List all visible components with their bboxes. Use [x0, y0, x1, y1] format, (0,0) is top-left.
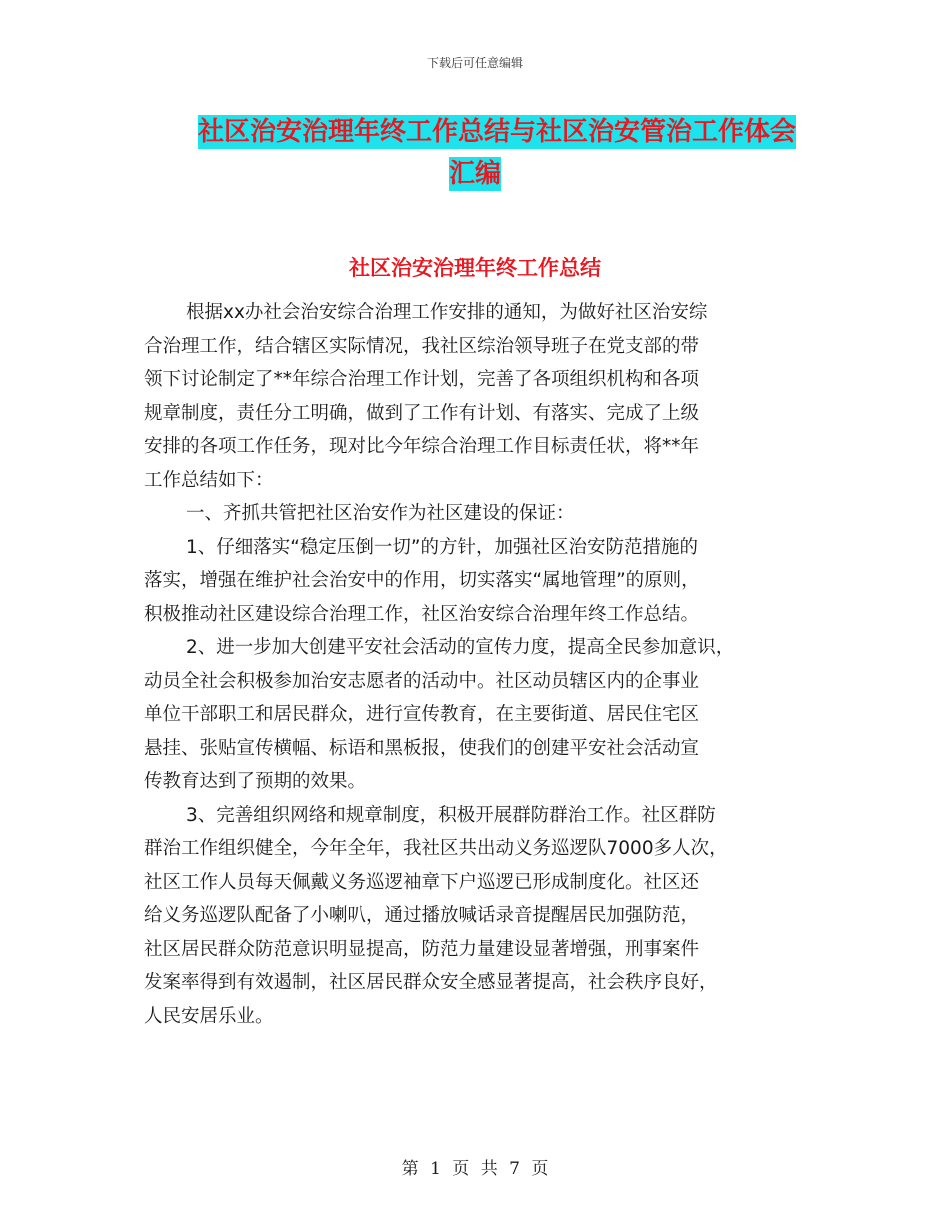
body-line: 合治理工作，结合辖区实际情况，我社区综治领导班子在党支部的带 — [144, 335, 700, 357]
body-line: 落实，增强在维护社会治安中的作用，切实落实“属地管理”的原则， — [144, 570, 700, 591]
document-title-line-2 — [0, 156, 950, 192]
body-line: 安排的各项工作任务，现对比今年综合治理工作目标责任状，将**年 — [144, 436, 700, 457]
body-line: 发案率得到有效遏制，社区居民群众安全感显著提高，社会秩序良好， — [144, 972, 718, 993]
body-line: 群治工作组织健全，今年全年，我社区共出动义务巡逻队7000多人次， — [144, 838, 728, 859]
section-title: 社区治安治理年终工作总结 — [349, 256, 601, 280]
body-line: 1、仔细落实“稳定压倒一切”的方针，加强社区治安防范措施的 — [186, 536, 698, 558]
body-line: 单位干部职工和居民群众，进行宣传教育，在主要街道、居民住宅区 — [144, 704, 700, 725]
body-line: 一、齐抓共管把社区治安作为社区建设的保证： — [186, 503, 575, 524]
body-line: 领下讨论制定了**年综合治理工作计划，完善了各项组织机构和各项 — [144, 369, 700, 390]
document-title-text-2: 汇编 — [448, 159, 501, 189]
document-title-line-1 — [22, 114, 950, 150]
body-line: 根据xx办社会治安综合治理工作安排的通知，为做好社区治安综 — [186, 302, 708, 323]
body-line: 2、进一步加大创建平安社会活动的宣传力度，提高全民参加意识， — [186, 637, 735, 658]
document-title-text-1: 社区治安治理年终工作总结与社区治安管治工作体会 — [197, 117, 796, 147]
page-number: 第 1 页 共 7 页 — [401, 1159, 549, 1179]
body-line: 积极推动社区建设综合治理工作，社区治安综合治理年终工作总结。 — [144, 603, 700, 625]
body-line: 社区居民群众防范意识明显提高，防范力量建设显著增强，刑事案件 — [144, 938, 700, 960]
body-line: 动员全社会积极参加治安志愿者的活动中。社区动员辖区内的企事业 — [144, 670, 700, 692]
body-line: 传教育达到了预期的效果。 — [144, 771, 367, 792]
body-line: 悬挂、张贴宣传横幅、标语和黑板报，使我们的创建平安社会活动宣 — [144, 737, 700, 759]
body-line: 规章制度，责任分工明确，做到了工作有计划、有落实、完成了上级 — [144, 402, 700, 424]
body-line: 工作总结如下： — [144, 469, 274, 491]
body-text — [144, 296, 820, 1033]
body-line: 人民安居乐业。 — [144, 1005, 274, 1027]
body-line: 社区工作人员每天佩戴义务巡逻袖章下户巡逻已形成制度化。社区还 — [144, 871, 700, 893]
body-line: 3、完善组织网络和规章制度，积极开展群防群治工作。社区群防 — [186, 804, 716, 826]
body-line: 给义务巡逻队配备了小喇叭，通过播放喊话录音提醒居民加强防范， — [144, 905, 700, 926]
header-note: 下载后可任意编辑 — [426, 56, 523, 70]
